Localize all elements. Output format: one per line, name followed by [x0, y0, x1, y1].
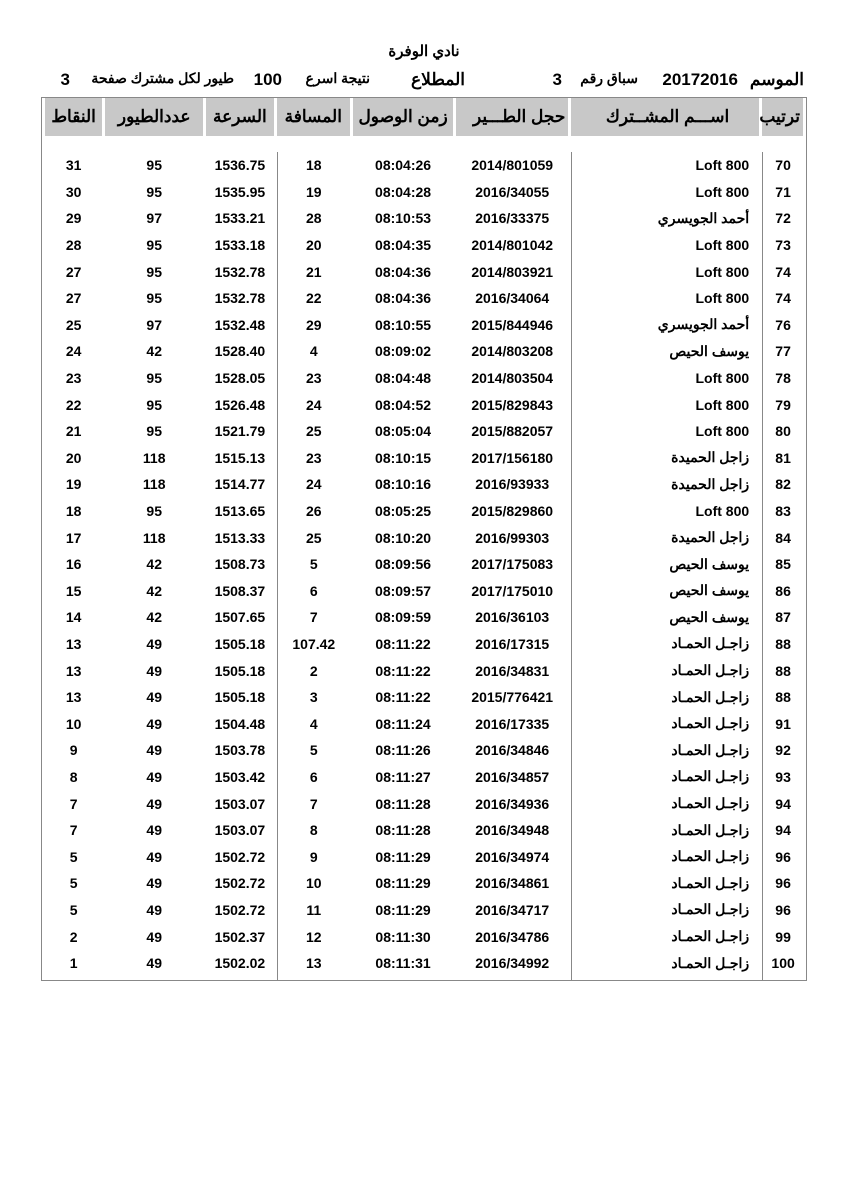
cell-birds-count: 49 — [146, 768, 162, 785]
cell-speed: 1521.79 — [214, 423, 266, 440]
cell-points: 10 — [65, 715, 82, 732]
table-row — [45, 365, 803, 392]
cell-birds-count: 49 — [146, 635, 162, 652]
cell-distance: 28 — [277, 205, 350, 232]
table-row — [45, 631, 803, 658]
cell-arrival-time: 08:09:02 — [375, 343, 432, 360]
cell-rank: 88 — [762, 631, 803, 658]
cell-birds-count: 97 — [146, 316, 162, 333]
cell-distance: 4 — [277, 710, 350, 737]
cell-ring: 2016/34055 — [475, 183, 550, 200]
cell-arrival-time: 08:05:25 — [375, 503, 432, 520]
cell-points: 13 — [65, 689, 82, 706]
cell-arrival-time: 08:09:57 — [375, 582, 432, 599]
cell-name: يوسف الحيص — [571, 551, 759, 578]
cell-rank: 85 — [762, 551, 803, 578]
table-row — [45, 897, 803, 924]
cell-points: 5 — [69, 848, 78, 865]
cell-arrival-time: 08:04:36 — [375, 290, 432, 307]
cell-speed: 1502.72 — [214, 848, 266, 865]
cell-speed: 1532.78 — [214, 263, 266, 280]
cell-points: 1 — [69, 955, 78, 972]
cell-ring: 2016/99303 — [475, 529, 550, 546]
cell-birds-count: 42 — [146, 582, 162, 599]
cell-arrival-time: 08:10:15 — [375, 449, 432, 466]
cell-ring: 2014/803208 — [471, 343, 554, 360]
cell-points: 27 — [65, 263, 82, 280]
table-row — [45, 152, 803, 179]
results-table — [41, 97, 807, 981]
cell-distance: 25 — [277, 524, 350, 551]
cell-speed: 1528.05 — [214, 370, 266, 387]
table-row — [45, 338, 803, 365]
cell-arrival-time: 08:04:48 — [375, 370, 432, 387]
cell-arrival-time: 08:11:29 — [375, 901, 431, 918]
cell-distance: 10 — [277, 870, 350, 897]
cell-birds-count: 49 — [146, 901, 162, 918]
cell-arrival-time: 08:11:31 — [375, 955, 431, 972]
cell-name: أحمد الجويسري — [571, 312, 759, 339]
cell-birds-count: 42 — [146, 343, 162, 360]
cell-points: 30 — [65, 183, 82, 200]
cell-speed: 1502.37 — [214, 928, 266, 945]
cell-distance: 8 — [277, 817, 350, 844]
cell-speed: 1536.75 — [214, 157, 266, 174]
cell-birds-count: 95 — [146, 157, 162, 174]
cell-speed: 1508.37 — [214, 582, 266, 599]
header-name: اســـم المشــترك — [571, 98, 759, 142]
table-row — [45, 205, 803, 232]
header-speed: السرعة — [206, 98, 273, 142]
cell-speed: 1528.40 — [214, 343, 266, 360]
cell-distance: 3 — [277, 684, 350, 711]
table-row — [45, 684, 803, 711]
table-row — [45, 391, 803, 418]
cell-arrival-time: 08:11:30 — [375, 928, 431, 945]
table-row — [45, 764, 803, 791]
table-row — [45, 471, 803, 498]
cell-speed: 1503.07 — [214, 822, 266, 839]
table-row — [45, 285, 803, 312]
cell-name: Loft 800 — [571, 285, 759, 312]
cell-distance: 7 — [277, 790, 350, 817]
cell-speed: 1513.65 — [214, 503, 266, 520]
cell-speed: 1505.18 — [214, 662, 266, 679]
cell-name: زاجـل الحمـاد — [571, 657, 759, 684]
cell-speed: 1503.42 — [214, 768, 266, 785]
cell-distance: 20 — [277, 232, 350, 259]
cell-arrival-time: 08:04:28 — [375, 183, 432, 200]
cell-distance: 5 — [277, 737, 350, 764]
cell-points: 27 — [65, 290, 82, 307]
cell-birds-count: 49 — [146, 689, 162, 706]
cell-speed: 1503.07 — [214, 795, 266, 812]
cell-distance: 19 — [277, 179, 350, 206]
table-row — [45, 498, 803, 525]
cell-rank: 78 — [762, 365, 803, 392]
cell-ring: 2016/34786 — [475, 928, 550, 945]
cell-points: 8 — [69, 768, 78, 785]
cell-ring: 2016/34861 — [475, 875, 550, 892]
cell-speed: 1514.77 — [214, 476, 266, 493]
cell-distance: 5 — [277, 551, 350, 578]
cell-ring: 2014/801042 — [471, 237, 554, 254]
table-row — [45, 604, 803, 631]
cell-distance: 13 — [277, 950, 350, 981]
cell-rank: 96 — [762, 897, 803, 924]
cell-birds-count: 49 — [146, 795, 162, 812]
cell-arrival-time: 08:11:28 — [375, 795, 431, 812]
header-arrival-time: زمن الوصول — [353, 98, 453, 142]
cell-arrival-time: 08:10:20 — [375, 529, 432, 546]
cell-points: 2 — [69, 928, 78, 945]
cell-ring: 2015/829860 — [471, 503, 554, 520]
cell-ring: 2016/93933 — [475, 476, 550, 493]
cell-name: زاجل الحميدة — [571, 471, 759, 498]
cell-name: Loft 800 — [571, 498, 759, 525]
cell-distance: 23 — [277, 365, 350, 392]
race-value: 3 — [552, 70, 562, 89]
cell-name: Loft 800 — [571, 152, 759, 179]
table-row — [45, 418, 803, 445]
cell-points: 23 — [65, 370, 82, 387]
table-row — [45, 232, 803, 259]
result-label: نتيجة اسرع — [305, 70, 370, 86]
cell-distance: 6 — [277, 578, 350, 605]
cell-points: 25 — [65, 316, 82, 333]
cell-arrival-time: 08:11:22 — [375, 689, 431, 706]
cell-rank: 74 — [762, 258, 803, 285]
cell-points: 19 — [65, 476, 82, 493]
per-label: طيور لكل مشترك صفحة — [91, 70, 234, 86]
cell-birds-count: 42 — [146, 609, 162, 626]
cell-name: Loft 800 — [571, 258, 759, 285]
cell-arrival-time: 08:10:53 — [375, 210, 432, 227]
cell-points: 13 — [65, 635, 82, 652]
cell-arrival-time: 08:05:04 — [375, 423, 432, 440]
cell-ring: 2014/801059 — [471, 157, 554, 174]
cell-arrival-time: 08:10:16 — [375, 476, 432, 493]
cell-rank: 88 — [762, 657, 803, 684]
cell-arrival-time: 08:04:26 — [375, 157, 432, 174]
cell-points: 16 — [65, 556, 82, 573]
cell-rank: 92 — [762, 737, 803, 764]
cell-ring: 2016/34974 — [475, 848, 550, 865]
cell-distance: 4 — [277, 338, 350, 365]
cell-distance: 24 — [277, 471, 350, 498]
cell-rank: 79 — [762, 391, 803, 418]
table-row — [45, 258, 803, 285]
cell-speed: 1526.48 — [214, 396, 266, 413]
cell-ring: 2016/36103 — [475, 609, 550, 626]
cell-rank: 87 — [762, 604, 803, 631]
cell-ring: 2016/34992 — [475, 955, 550, 972]
cell-speed: 1532.78 — [214, 290, 266, 307]
cell-birds-count: 49 — [146, 848, 162, 865]
cell-distance: 26 — [277, 498, 350, 525]
cell-speed: 1533.21 — [214, 210, 266, 227]
cell-ring: 2015/776421 — [471, 689, 554, 706]
cell-rank: 91 — [762, 710, 803, 737]
cell-arrival-time: 08:04:52 — [375, 396, 432, 413]
cell-ring: 2015/829843 — [471, 396, 554, 413]
cell-speed: 1505.18 — [214, 689, 266, 706]
cell-birds-count: 42 — [146, 556, 162, 573]
header-birds-count: عددالطيور — [105, 98, 203, 142]
cell-ring: 2016/34831 — [475, 662, 550, 679]
cell-rank: 70 — [762, 152, 803, 179]
cell-rank: 82 — [762, 471, 803, 498]
cell-name: Loft 800 — [571, 391, 759, 418]
cell-ring: 2016/34857 — [475, 768, 550, 785]
cell-distance: 29 — [277, 312, 350, 339]
cell-ring: 2017/175083 — [471, 556, 554, 573]
cell-rank: 81 — [762, 445, 803, 472]
cell-ring: 2016/34717 — [475, 901, 550, 918]
cell-rank: 96 — [762, 870, 803, 897]
cell-birds-count: 118 — [142, 529, 166, 546]
table-row — [45, 551, 803, 578]
cell-arrival-time: 08:04:36 — [375, 263, 432, 280]
cell-points: 5 — [69, 875, 78, 892]
cell-name: Loft 800 — [571, 179, 759, 206]
cell-birds-count: 118 — [142, 449, 166, 466]
cell-speed: 1504.48 — [214, 715, 266, 732]
cell-name: زاجـل الحمـاد — [571, 870, 759, 897]
cell-name: يوسف الحيص — [571, 338, 759, 365]
cell-points: 5 — [69, 901, 78, 918]
cell-speed: 1502.02 — [214, 955, 266, 972]
cell-distance: 12 — [277, 923, 350, 950]
cell-name: زاجـل الحمـاد — [571, 684, 759, 711]
cell-arrival-time: 08:10:55 — [375, 316, 432, 333]
cell-birds-count: 95 — [146, 290, 162, 307]
cell-birds-count: 95 — [146, 423, 162, 440]
result-count: 100 — [253, 70, 282, 89]
table-row — [45, 179, 803, 206]
cell-ring: 2014/803504 — [471, 370, 554, 387]
cell-name: زاجـل الحمـاد — [571, 897, 759, 924]
cell-arrival-time: 08:11:22 — [375, 662, 431, 679]
cell-distance: 25 — [277, 418, 350, 445]
race-label: سباق رقم — [580, 70, 638, 86]
cell-distance: 22 — [277, 285, 350, 312]
cell-rank: 96 — [762, 843, 803, 870]
club-title: نادي الوفرة — [388, 43, 460, 60]
cell-birds-count: 95 — [146, 263, 162, 280]
cell-arrival-time: 08:11:29 — [375, 848, 431, 865]
cell-speed: 1502.72 — [214, 875, 266, 892]
cell-points: 20 — [65, 449, 82, 466]
cell-rank: 93 — [762, 764, 803, 791]
table-row — [45, 710, 803, 737]
cell-points: 14 — [65, 609, 82, 626]
cell-ring: 2017/156180 — [471, 449, 554, 466]
table-row — [45, 817, 803, 844]
header-distance: المسافة — [277, 98, 350, 142]
cell-birds-count: 95 — [146, 237, 162, 254]
cell-name: يوسف الحيص — [571, 578, 759, 605]
cell-rank: 99 — [762, 923, 803, 950]
cell-name: زاجـل الحمـاد — [571, 710, 759, 737]
table-row — [45, 950, 803, 981]
cell-ring: 2016/33375 — [475, 210, 550, 227]
spacer — [45, 142, 803, 152]
cell-arrival-time: 08:11:22 — [375, 635, 431, 652]
header-rank: ترتيب — [762, 98, 803, 142]
table-row — [45, 657, 803, 684]
table-row — [45, 737, 803, 764]
table-row — [45, 870, 803, 897]
cell-rank: 80 — [762, 418, 803, 445]
cell-distance: 7 — [277, 604, 350, 631]
cell-name: Loft 800 — [571, 365, 759, 392]
cell-rank: 86 — [762, 578, 803, 605]
cell-rank: 94 — [762, 817, 803, 844]
cell-points: 28 — [65, 237, 82, 254]
cell-speed: 1515.13 — [214, 449, 266, 466]
cell-points: 29 — [65, 210, 82, 227]
cell-ring: 2015/844946 — [471, 316, 554, 333]
cell-points: 13 — [65, 662, 82, 679]
cell-birds-count: 97 — [146, 210, 162, 227]
table-row — [45, 445, 803, 472]
cell-arrival-time: 08:11:27 — [375, 768, 431, 785]
table-row — [45, 923, 803, 950]
cell-speed: 1507.65 — [214, 609, 266, 626]
cell-rank: 73 — [762, 232, 803, 259]
cell-name: زاجـل الحمـاد — [571, 817, 759, 844]
cell-points: 18 — [65, 503, 82, 520]
cell-distance: 23 — [277, 445, 350, 472]
cell-arrival-time: 08:04:35 — [375, 237, 432, 254]
table-row — [45, 524, 803, 551]
cell-birds-count: 49 — [146, 955, 162, 972]
cell-name: أحمد الجويسري — [571, 205, 759, 232]
cell-speed: 1535.95 — [214, 183, 266, 200]
cell-speed: 1532.48 — [214, 316, 266, 333]
cell-speed: 1533.18 — [214, 237, 266, 254]
cell-name: زاجـل الحمـاد — [571, 950, 759, 981]
cell-ring: 2015/882057 — [471, 423, 554, 440]
cell-points: 22 — [65, 396, 82, 413]
cell-rank: 83 — [762, 498, 803, 525]
cell-distance: 24 — [277, 391, 350, 418]
season-label: الموسم — [749, 70, 804, 89]
table-row — [45, 843, 803, 870]
cell-name: زاجـل الحمـاد — [571, 764, 759, 791]
cell-distance: 21 — [277, 258, 350, 285]
season-value: 20172016 — [662, 70, 738, 89]
cell-name: زاجـل الحمـاد — [571, 737, 759, 764]
header-ring: حجل الطـــير — [456, 98, 568, 142]
cell-birds-count: 95 — [146, 183, 162, 200]
cell-name: زاجل الحميدة — [571, 445, 759, 472]
cell-ring: 2016/34846 — [475, 742, 550, 759]
cell-rank: 77 — [762, 338, 803, 365]
cell-ring: 2017/175010 — [471, 582, 554, 599]
cell-ring: 2014/803921 — [471, 263, 554, 280]
cell-name: Loft 800 — [571, 418, 759, 445]
cell-rank: 94 — [762, 790, 803, 817]
cell-birds-count: 49 — [146, 742, 162, 759]
cell-distance: 11 — [277, 897, 350, 924]
table-row — [45, 578, 803, 605]
cell-rank: 76 — [762, 312, 803, 339]
cell-rank: 71 — [762, 179, 803, 206]
cell-birds-count: 49 — [146, 715, 162, 732]
cell-points: 31 — [65, 157, 82, 174]
cell-arrival-time: 08:11:29 — [375, 875, 431, 892]
cell-ring: 2016/34936 — [475, 795, 550, 812]
cell-points: 21 — [65, 423, 82, 440]
cell-points: 9 — [69, 742, 78, 759]
table-row — [45, 790, 803, 817]
cell-arrival-time: 08:11:24 — [375, 715, 431, 732]
cell-birds-count: 95 — [146, 503, 162, 520]
cell-name: Loft 800 — [571, 232, 759, 259]
cell-name: زاجـل الحمـاد — [571, 631, 759, 658]
cell-speed: 1508.73 — [214, 556, 266, 573]
cell-distance: 107.42 — [277, 631, 350, 658]
cell-rank: 72 — [762, 205, 803, 232]
cell-points: 15 — [65, 582, 82, 599]
cell-ring: 2016/34948 — [475, 822, 550, 839]
cell-points: 17 — [65, 529, 82, 546]
cell-birds-count: 49 — [146, 662, 162, 679]
cell-points: 7 — [69, 795, 78, 812]
cell-birds-count: 49 — [146, 928, 162, 945]
cell-name: زاجل الحميدة — [571, 524, 759, 551]
table-row — [45, 312, 803, 339]
cell-arrival-time: 08:11:26 — [375, 742, 431, 759]
release-location: المطلاع — [411, 70, 465, 89]
cell-points: 7 — [69, 822, 78, 839]
cell-points: 24 — [65, 343, 82, 360]
cell-distance: 9 — [277, 843, 350, 870]
cell-distance: 6 — [277, 764, 350, 791]
cell-ring: 2016/17315 — [475, 635, 550, 652]
cell-speed: 1505.18 — [214, 635, 266, 652]
cell-name: زاجـل الحمـاد — [571, 843, 759, 870]
cell-name: زاجـل الحمـاد — [571, 923, 759, 950]
cell-ring: 2016/34064 — [475, 290, 550, 307]
cell-birds-count: 49 — [146, 875, 162, 892]
cell-birds-count: 118 — [142, 476, 166, 493]
cell-name: يوسف الحيص — [571, 604, 759, 631]
cell-arrival-time: 08:09:59 — [375, 609, 432, 626]
cell-speed: 1502.72 — [214, 901, 266, 918]
cell-distance: 2 — [277, 657, 350, 684]
cell-distance: 18 — [277, 152, 350, 179]
cell-birds-count: 49 — [146, 822, 162, 839]
cell-arrival-time: 08:11:28 — [375, 822, 431, 839]
cell-birds-count: 95 — [146, 396, 162, 413]
cell-arrival-time: 08:09:56 — [375, 556, 432, 573]
cell-speed: 1513.33 — [214, 529, 266, 546]
page-number: 3 — [60, 70, 70, 89]
cell-rank: 88 — [762, 684, 803, 711]
cell-rank: 74 — [762, 285, 803, 312]
cell-name: زاجـل الحمـاد — [571, 790, 759, 817]
cell-rank: 84 — [762, 524, 803, 551]
header-points: النقاط — [45, 98, 102, 142]
cell-birds-count: 95 — [146, 370, 162, 387]
cell-ring: 2016/17335 — [475, 715, 550, 732]
cell-speed: 1503.78 — [214, 742, 266, 759]
cell-rank: 100 — [762, 950, 803, 981]
